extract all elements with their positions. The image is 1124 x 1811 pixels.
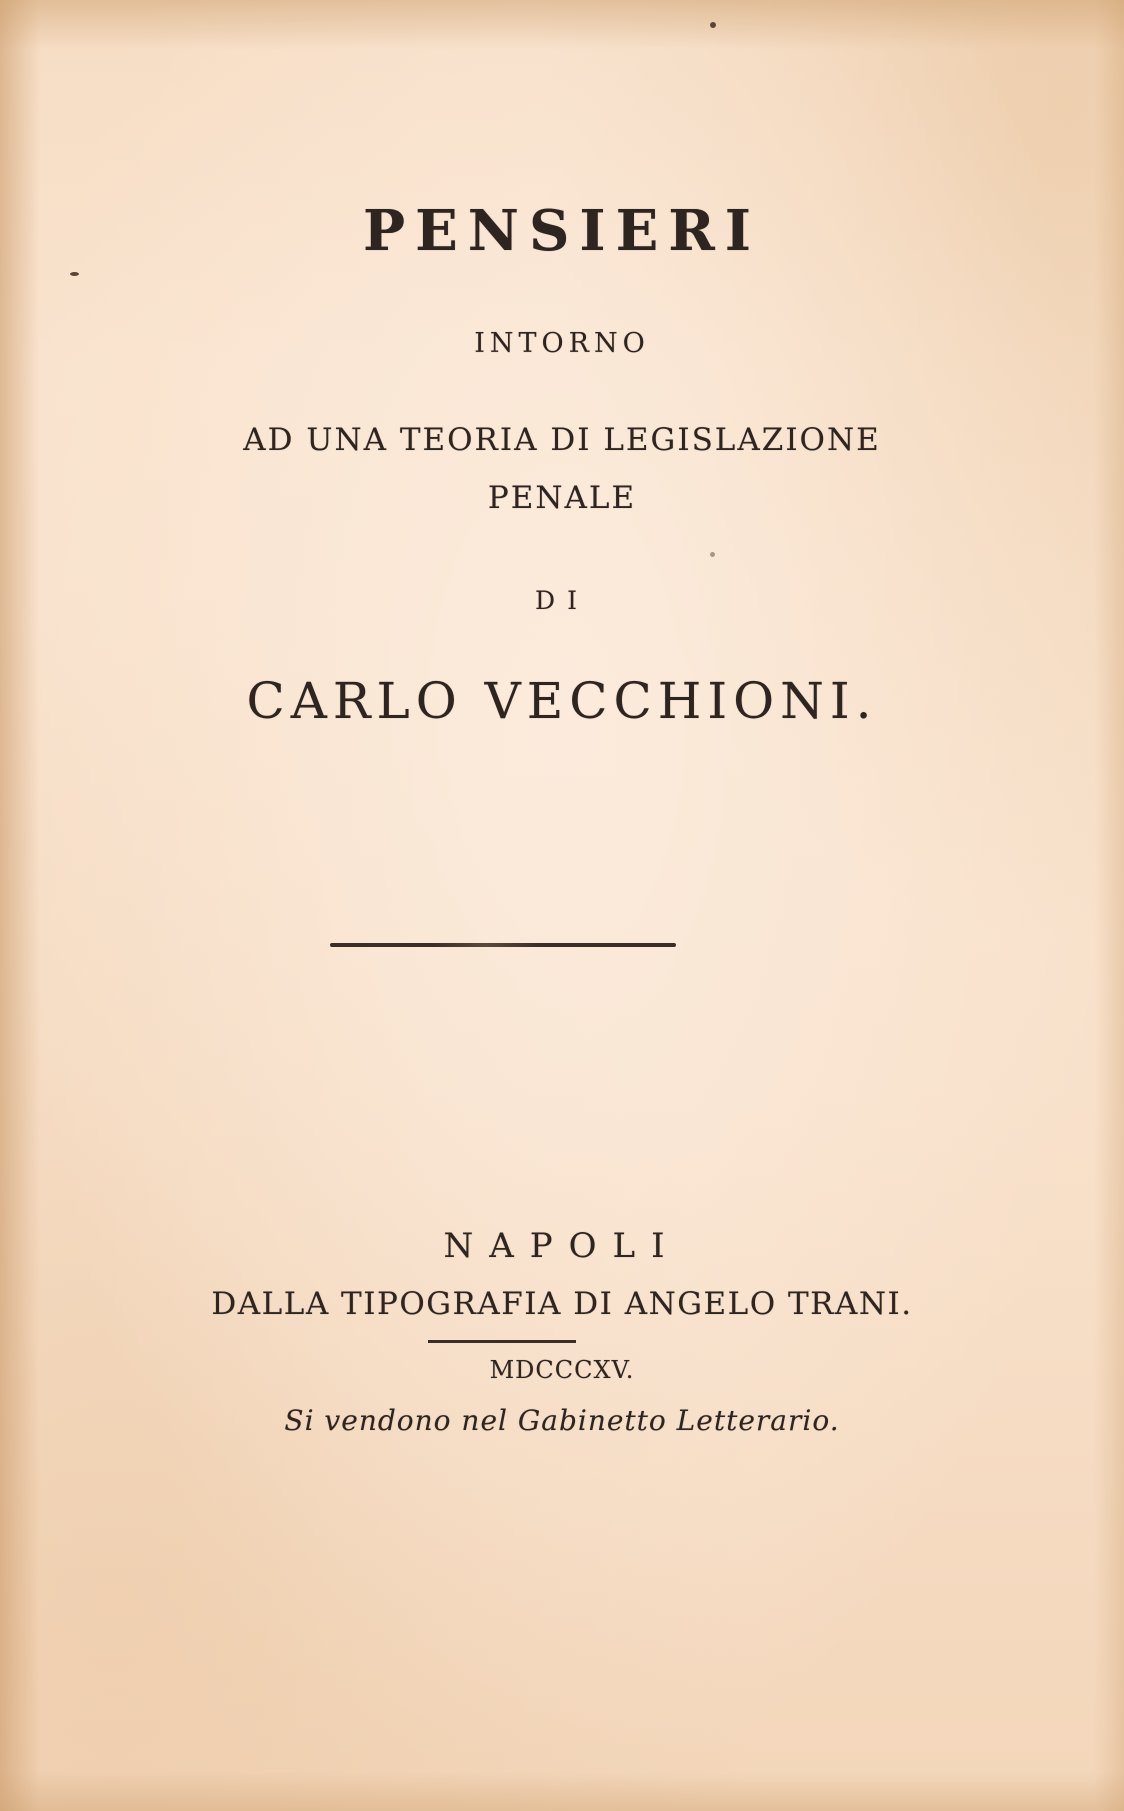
- subtitle-intorno: INTORNO: [474, 328, 650, 359]
- paper-edge-right: [1094, 0, 1124, 1811]
- subtitle-line-1: AD UNA TEORIA DI LEGISLAZIONE: [243, 422, 881, 458]
- paper-edge-bottom: [0, 1771, 1124, 1811]
- author-name: CARLO VECCHIONI.: [246, 672, 878, 730]
- imprint-seller: Si vendono nel Gabinetto Letterario.: [284, 1404, 840, 1437]
- imprint-year: MDCCCXV.: [489, 1356, 635, 1384]
- ink-speck: [70, 272, 79, 276]
- ink-speck: [710, 552, 715, 557]
- ink-speck: [710, 22, 716, 28]
- by-label: DI: [535, 586, 589, 615]
- imprint-city: NAPOLI: [443, 1226, 681, 1266]
- paper-edge-top: [0, 0, 1124, 50]
- imprint-rule: [428, 1340, 576, 1343]
- book-title: PENSIERI: [362, 198, 762, 264]
- imprint-printer: DALLA TIPOGRAFIA DI ANGELO TRANI.: [211, 1286, 913, 1322]
- paper-edge-left: [0, 0, 40, 1811]
- subtitle-line-2: PENALE: [487, 480, 637, 516]
- decorative-rule: [330, 943, 676, 947]
